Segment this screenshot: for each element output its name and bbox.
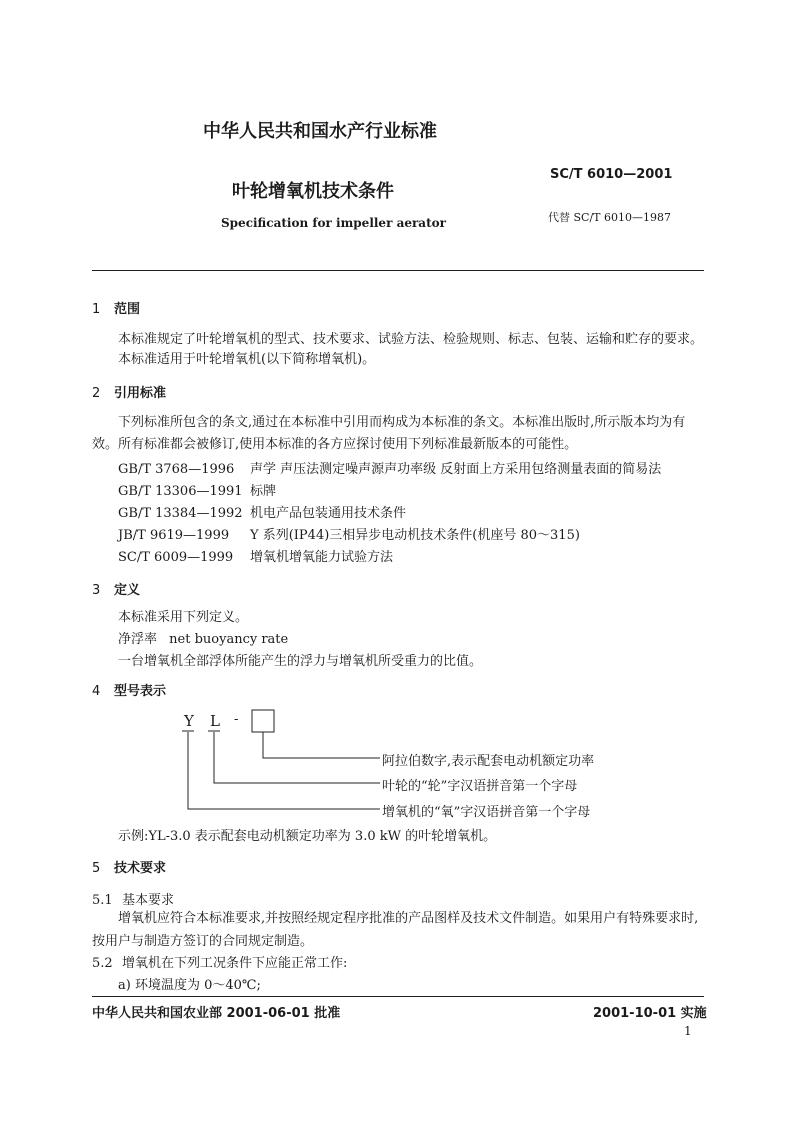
effective-date: 2001-10-01 实施 [593, 1006, 707, 1021]
reference-item [118, 546, 393, 565]
reference-title: 机电产品包装通用技术条件 [250, 506, 407, 521]
document-title-cn: 叶轮增氧机技术条件 [232, 181, 394, 202]
term-english: net buoyancy rate [169, 632, 289, 647]
section-number: 3 [92, 583, 101, 598]
model-letter-y: Y [184, 712, 194, 730]
model-example: 示例:YL-3.0 表示配套电动机额定功率为 3.0 kW 的叶轮增氧机。 [118, 829, 497, 844]
model-dash: - [234, 712, 239, 727]
label-impeller-letter: 叶轮的“轮”字汉语拼音第一个字母 [382, 779, 578, 794]
clause-title: 基本要求 [122, 893, 175, 908]
leader-line-power [263, 732, 380, 758]
reference-title: Y 系列(IP44)三相异步电动机技术条件(机座号 80～315) [250, 528, 580, 543]
section-3-paragraph: 本标准采用下列定义。 [118, 610, 249, 625]
section-number: 5 [92, 861, 101, 876]
section-number: 1 [92, 302, 101, 317]
section-1-heading [92, 298, 140, 317]
reference-code: SC/T 6009—1999 [118, 550, 234, 565]
section-title: 型号表示 [114, 684, 167, 699]
reference-title: 增氧机增氧能力试验方法 [250, 550, 394, 565]
reference-item [118, 458, 661, 477]
clause-5-2-heading [92, 952, 347, 971]
clause-5-1-heading [92, 889, 174, 908]
issuing-organization: 中华人民共和国水产行业标准 [203, 121, 437, 142]
term-entry [118, 628, 288, 647]
clause-number: 5.1 [92, 893, 113, 908]
replaces-standard: 代替 SC/T 6010—1987 [548, 211, 671, 224]
reference-code: GB/T 13306—1991 [118, 484, 243, 499]
reference-code: GB/T 13384—1992 [118, 506, 243, 521]
reference-code: GB/T 3768—1996 [118, 462, 235, 477]
approval-info: 中华人民共和国农业部 2001-06-01 批准 [92, 1006, 341, 1021]
section-title: 定义 [114, 583, 141, 598]
section-2-heading [92, 382, 166, 401]
section-title: 范围 [114, 302, 141, 317]
section-title: 引用标准 [114, 386, 167, 401]
term-chinese: 净浮率 [118, 632, 158, 647]
model-letter-l: L [210, 712, 220, 730]
clause-5-2-item-a: a) 环境温度为 0～40℃; [118, 978, 261, 993]
reference-title: 标牌 [250, 484, 277, 499]
label-power: 阿拉伯数字,表示配套电动机额定功率 [382, 754, 595, 769]
reference-item [118, 502, 406, 521]
section-1-paragraph-1: 本标准规定了叶轮增氧机的型式、技术要求、试验方法、检验规则、标志、包装、运输和贮存的要求。 [118, 332, 704, 347]
section-2-paragraph: 下列标准所包含的条文,通过在本标准中引用而构成为本标准的条文。本标准出版时,所示版本均为有效。所有标准都会被修订,使用本标准的各方应探讨使用下列标准最新版本的可能性。 [92, 415, 686, 452]
reference-item [118, 480, 276, 499]
reference-code: JB/T 9619—1999 [118, 528, 230, 543]
section-title: 技术要求 [114, 861, 167, 876]
document-title-en: Specification for impeller aerator [221, 216, 446, 230]
standard-number: SC/T 6010—2001 [550, 167, 673, 182]
header-divider [92, 270, 704, 271]
footer-divider [92, 996, 704, 997]
term-definition: 一台增氧机全部浮体所能产生的浮力与增氧机所受重力的比值。 [118, 654, 483, 669]
section-number: 2 [92, 386, 101, 401]
clause-number: 5.2 [92, 956, 113, 971]
section-5-heading [92, 857, 166, 876]
label-oxygen-letter: 增氧机的“氧”字汉语拼音第一个字母 [382, 805, 591, 820]
section-1-paragraph-2: 本标准适用于叶轮增氧机(以下简称增氧机)。 [118, 352, 376, 367]
clause-5-1-paragraph: 增氧机应符合本标准要求,并按照经规定程序批准的产品图样及技术文件制造。如果用户有特殊要求时,按用户与制造方签订的合同规定制造。 [92, 911, 699, 949]
reference-title: 声学 声压法测定噪声源声功率级 反射面上方采用包络测量表面的简易法 [250, 462, 662, 477]
section-3-heading [92, 579, 140, 598]
page-number: 1 [684, 1024, 692, 1038]
section-4-heading [92, 680, 166, 699]
power-number-box [252, 710, 274, 732]
leader-line-yang [188, 732, 380, 809]
clause-title: 增氧机在下列工况条件下应能正常工作: [122, 956, 348, 971]
reference-item [118, 524, 580, 543]
section-number: 4 [92, 684, 101, 699]
